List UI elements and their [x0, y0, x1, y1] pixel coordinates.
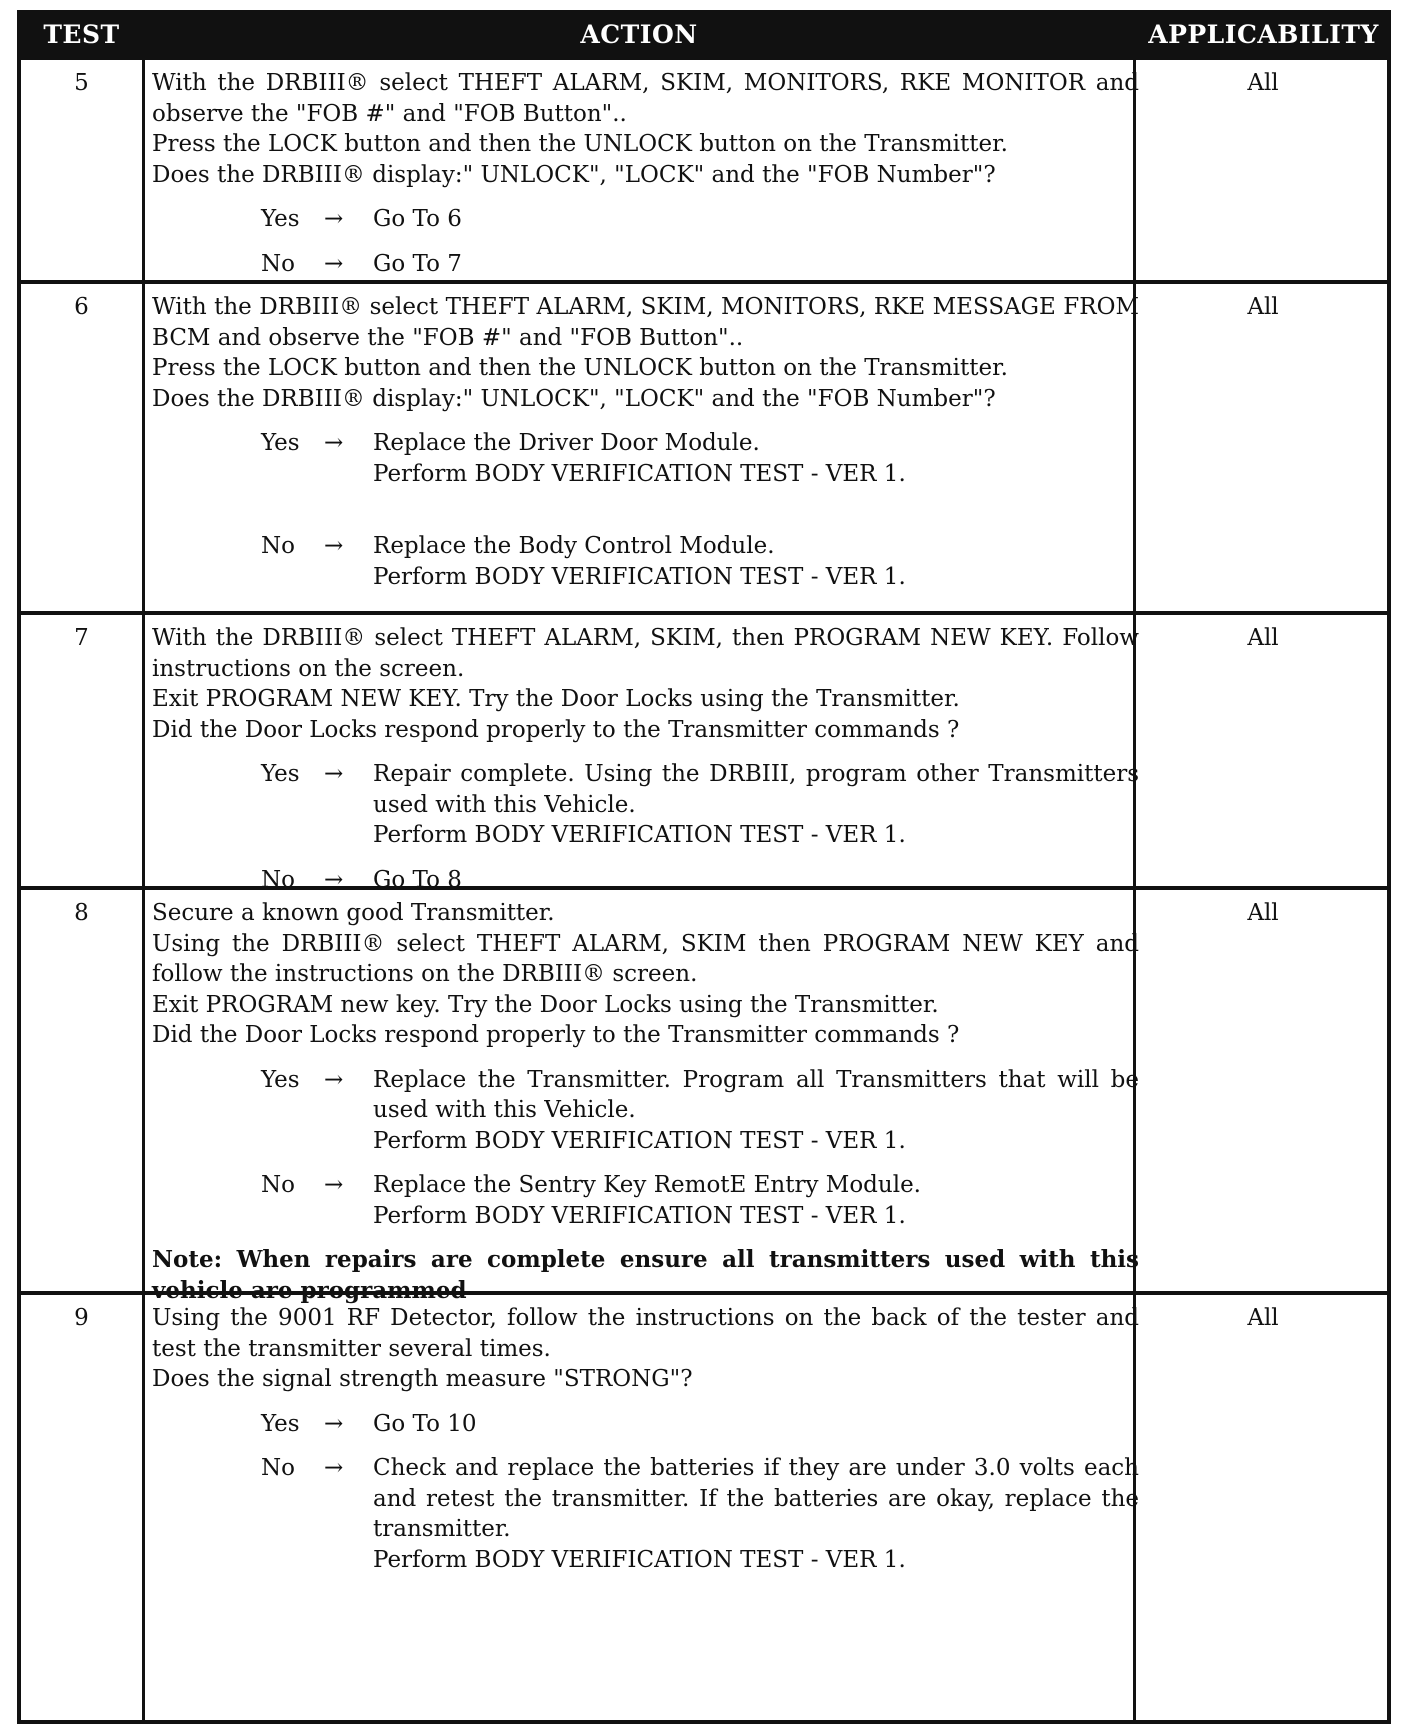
arrow-right-icon: → [324, 866, 344, 893]
yes-label: Yes [261, 430, 300, 456]
no-branch: No → Replace the Sentry Key RemotE Entry Module. Perform BODY VERIFICATION TEST - VER 1. [261, 1172, 921, 1229]
test-number: 5 [74, 70, 89, 96]
arrow-right-icon: → [324, 1066, 344, 1093]
yes-label: Yes [261, 206, 300, 232]
header-applicability: APPLICABILITY [1148, 20, 1379, 49]
arrow-right-icon: → [324, 206, 344, 232]
table-row [21, 611, 1387, 893]
question-text: With the DRBIII® select THEFT ALARM, SKIM, then PROGRAM NEW KEY. Follow instructions on the screen. Exit PROGRAM NEW KEY. Try the Door Locks using the Transmitter. Did the Door Locks respond properly to the Transmitter commands ? [152, 625, 1139, 743]
no-label: No [261, 866, 295, 893]
yes-branch: Yes → Replace the Driver Door Module. Perform BODY VERIFICATION TEST - VER 1. [261, 430, 906, 487]
arrow-right-icon: → [324, 250, 344, 277]
diagnostic-test-table [17, 10, 1391, 1724]
no-label: No [261, 1172, 295, 1198]
test-number: 7 [74, 625, 89, 651]
yes-branch: Yes → Go To 10 [152, 1409, 1139, 1440]
question-text: Secure a known good Transmitter. Using the DRBIII® select THEFT ALARM, SKIM then PROGRAM NEW KEY and follow the instructions on the DRBIII® screen. Exit PROGRAM new key. Try the Door Locks using the Transmitter. Did the Door Locks respond properly to the Transmitter commands ? [152, 900, 1139, 1048]
table-row [21, 56, 1387, 280]
test-number: 6 [74, 294, 89, 320]
table-row [21, 1291, 1387, 1720]
test-number: 8 [74, 900, 89, 926]
no-branch: No → Replace the Body Control Module. Perform BODY VERIFICATION TEST - VER 1. [261, 533, 906, 590]
yes-label: Yes [261, 1066, 300, 1093]
action-cell [152, 68, 1139, 279]
applicability-cell: All [1247, 625, 1279, 651]
table-row [21, 886, 1387, 1304]
yes-label: Yes [261, 761, 300, 787]
no-label: No [261, 533, 295, 559]
arrow-right-icon: → [324, 1410, 344, 1437]
table-row [21, 280, 1387, 611]
question-text: With the DRBIII® select THEFT ALARM, SKIM, MONITORS, RKE MONITOR and observe the "FOB #" and "FOB Button".. Press the LOCK button and then the UNLOCK button on the Transmitter. Does the DRBIII® display:" UNLOCK", "LOCK" and the "FOB Number"? [152, 70, 1139, 188]
yes-branch: Yes → Go To 6 [152, 204, 1139, 235]
no-label: No [261, 1455, 295, 1481]
arrow-right-icon: → [324, 761, 344, 787]
action-cell [152, 292, 1139, 592]
action-cell [152, 1303, 1139, 1575]
applicability-cell: All [1247, 294, 1279, 320]
question-text: Using the 9001 RF Detector, follow the instructions on the back of the tester and test the transmitter several times. Does the signal strength measure "STRONG"? [152, 1305, 1139, 1392]
header-action: ACTION [580, 20, 698, 49]
repair-note: Note: When repairs are complete ensure all transmitters used with this vehicle are programmed [152, 1246, 1139, 1304]
applicability-cell: All [1247, 70, 1279, 96]
yes-branch: Yes → Repair complete. Using the DRBIII, program other Transmitters used with this Vehicle. Perform BODY VERIFICATION TEST - VER 1. [261, 761, 1139, 848]
yes-label: Yes [261, 1410, 300, 1437]
arrow-right-icon: → [324, 533, 344, 559]
action-cell [152, 623, 1139, 895]
test-number: 9 [74, 1305, 89, 1331]
header-test: TEST [43, 20, 120, 49]
action-cell [152, 898, 1139, 1306]
yes-branch: Yes → Replace the Transmitter. Program all Transmitters that will be used with this Vehicle. Perform BODY VERIFICATION TEST - VER 1. [261, 1066, 1139, 1154]
table-header [21, 14, 1387, 56]
applicability-cell: All [1247, 1305, 1279, 1331]
no-branch: No → Go To 8 [152, 865, 1139, 896]
no-branch: No → Check and replace the batteries if they are under 3.0 volts each and retest the transmitter. If the batteries are okay, replace the transmitter. Perform BODY VERIFICATION TEST - VER 1. [261, 1455, 1139, 1573]
arrow-right-icon: → [324, 1455, 344, 1481]
arrow-right-icon: → [324, 430, 344, 456]
no-branch: No → Go To 7 [152, 249, 1139, 280]
no-label: No [261, 250, 295, 277]
question-text: With the DRBIII® select THEFT ALARM, SKIM, MONITORS, RKE MESSAGE FROM BCM and observe the "FOB #" and "FOB Button".. Press the LOCK button and then the UNLOCK button on the Transmitter. Does the DRBIII® display:" UNLOCK", "LOCK" and the "FOB Number"? [152, 294, 1139, 412]
applicability-cell: All [1247, 900, 1279, 926]
arrow-right-icon: → [324, 1172, 344, 1198]
